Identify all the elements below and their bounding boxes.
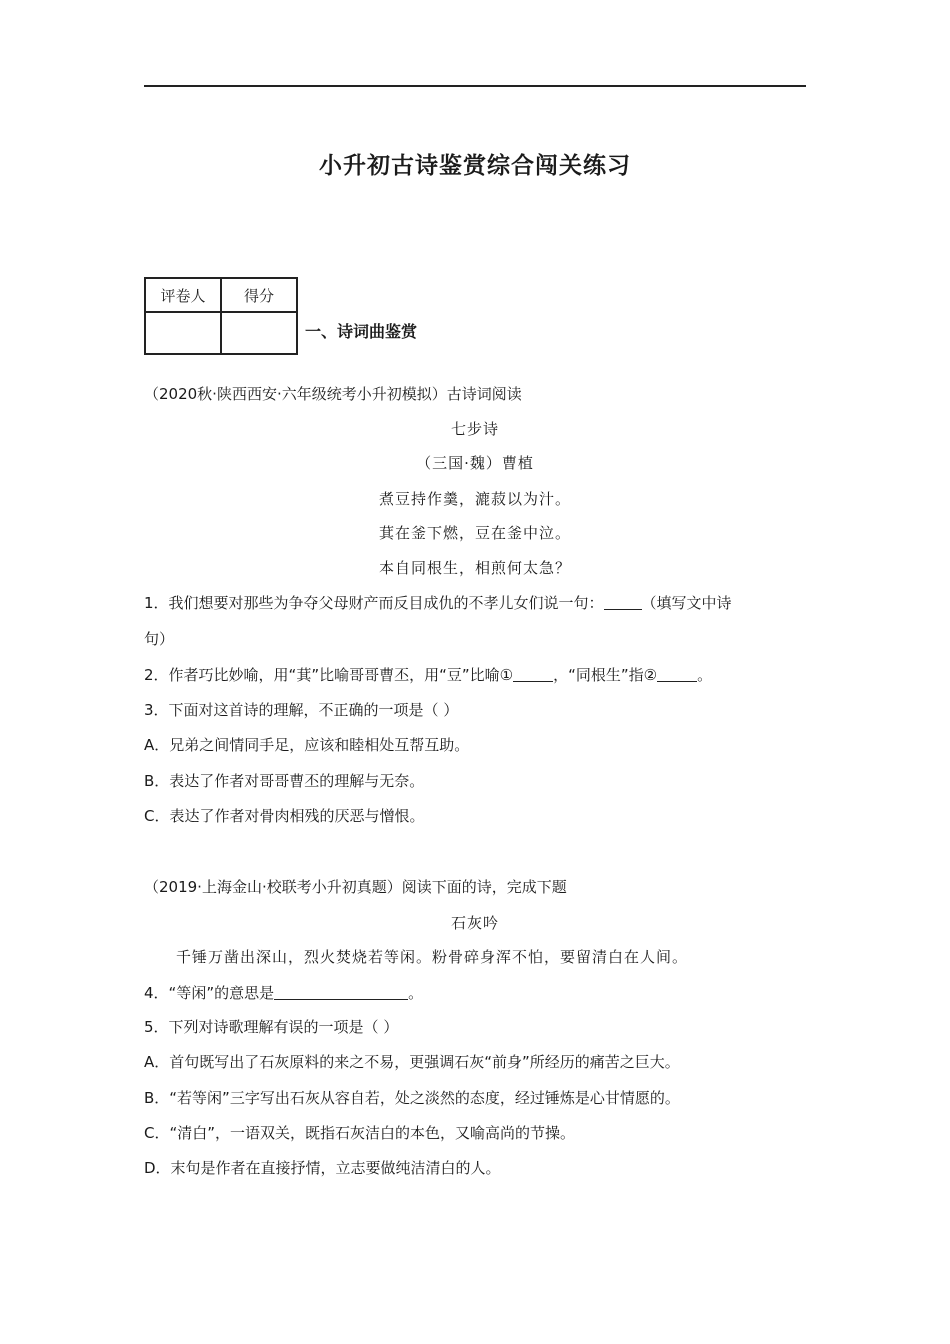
- part2-poem-title: 石灰吟: [450, 914, 499, 932]
- poem-line: 萁在釜下燃，豆在釜中泣。: [378, 524, 571, 542]
- grader-header: 评卷人: [145, 278, 221, 312]
- q2-blank-2[interactable]: [657, 665, 697, 682]
- q5-option-b[interactable]: B．“若等闲”三字写出石灰从容自若，处之淡然的态度，经过锤炼是心甘情愿的。: [144, 1089, 680, 1107]
- part1-source: （2020秋·陕西西安·六年级统考小升初模拟）古诗词阅读: [144, 385, 522, 403]
- q2-text-end: 。: [697, 666, 713, 684]
- question-4: [144, 983, 423, 1003]
- q1-blank[interactable]: [604, 593, 642, 610]
- q1-text: 1．我们想要对那些为争夺父母财产而反目成仇的不孝儿女们说一句：: [144, 594, 604, 612]
- header-rule: [144, 85, 806, 87]
- q4-blank[interactable]: [274, 983, 408, 1000]
- q3-option-c[interactable]: C．表达了作者对骨肉相残的厌恶与憎恨。: [144, 807, 425, 825]
- q2-text: 2．作者巧比妙喻，用“萁”比喻哥哥曹丕，用“豆”比喻①: [144, 666, 514, 684]
- q1-continued: 句）: [144, 630, 175, 648]
- q4-text: 4．“等闲”的意思是: [144, 984, 275, 1002]
- q3-option-a[interactable]: A．兄弟之间情同手足，应该和睦相处互帮互助。: [144, 736, 470, 754]
- q1-text-tail: （填写文中诗: [641, 594, 732, 612]
- part1-poem-author: （三国·魏）曹植: [416, 454, 534, 472]
- score-cell: [221, 312, 297, 354]
- question-5: 5．下列对诗歌理解有误的一项是（ ）: [144, 1018, 399, 1036]
- page-title: 小升初古诗鉴赏综合闯关练习: [319, 153, 631, 179]
- q5-option-d[interactable]: D．末句是作者在直接抒情，立志要做纯洁清白的人。: [144, 1159, 501, 1177]
- q3-option-b[interactable]: B．表达了作者对哥哥曹丕的理解与无奈。: [144, 772, 425, 790]
- q2-text-mid: ，“同根生”指②: [553, 666, 658, 684]
- grader-cell: [145, 312, 221, 354]
- question-2: [144, 665, 712, 685]
- part2-source: （2019·上海金山·校联考小升初真题）阅读下面的诗，完成下题: [144, 878, 567, 896]
- q5-option-a[interactable]: A．首句既写出了石灰原料的来之不易，更强调石灰“前身”所经历的痛苦之巨大。: [144, 1053, 680, 1071]
- q4-text-end: 。: [408, 984, 424, 1002]
- score-table: [144, 277, 298, 355]
- part1-poem-title: 七步诗: [450, 420, 499, 438]
- q2-blank-1[interactable]: [513, 665, 553, 682]
- score-header: 得分: [221, 278, 297, 312]
- question-3: 3．下面对这首诗的理解，不正确的一项是（ ）: [144, 701, 459, 719]
- q5-option-c[interactable]: C．“清白”，一语双关，既指石灰洁白的本色，又喻高尚的节操。: [144, 1124, 576, 1142]
- part2-poem-text: 千锤万凿出深山，烈火焚烧若等闲。粉骨碎身浑不怕，要留清白在人间。: [176, 948, 689, 966]
- question-1: [144, 593, 732, 613]
- section-title: 一、诗词曲鉴赏: [305, 322, 418, 341]
- poem-line: 煮豆持作羹，漉菽以为汁。: [378, 490, 571, 508]
- poem-line: 本自同根生，相煎何太急？: [378, 559, 571, 577]
